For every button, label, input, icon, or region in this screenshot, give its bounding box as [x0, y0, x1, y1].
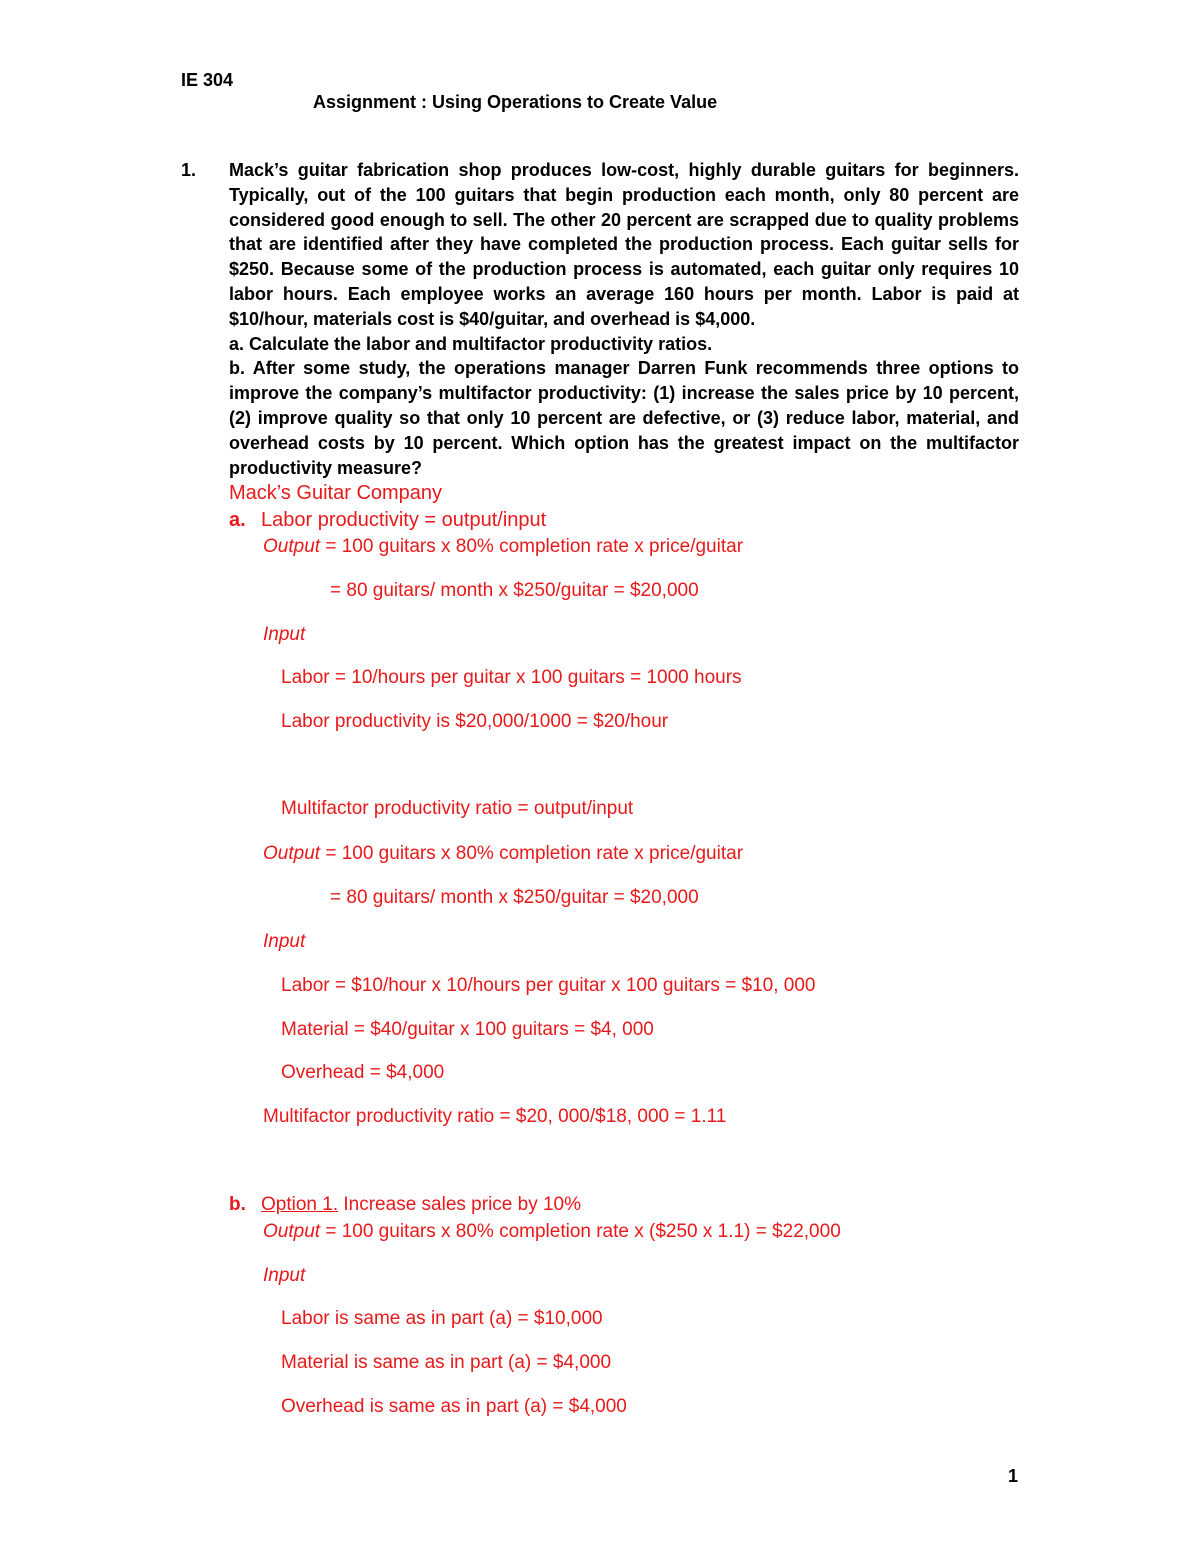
material-cost-line: Material = $40/guitar x 100 guitars = $4, 000 — [281, 1019, 654, 1040]
problem-part-a: a. Calculate the labor and multifactor productivity ratios. — [229, 333, 713, 354]
option-1-label: Option 1. — [261, 1194, 339, 1215]
overhead-same-line: Overhead is same as in part (a) = $4,000 — [281, 1396, 627, 1417]
part-b-letter: b. — [229, 1194, 246, 1215]
course-code: IE 304 — [181, 70, 234, 90]
multifactor-heading: Multifactor productivity ratio = output/input — [281, 798, 634, 819]
overhead-cost-line: Overhead = $4,000 — [281, 1062, 445, 1083]
output-equation-3: = 100 guitars x 80% completion rate x ($250 x 1.1) = $22,000 — [320, 1221, 841, 1242]
assignment-title: Assignment : Using Operations to Create Value — [313, 92, 718, 112]
labor-hours-line: Labor = 10/hours per guitar x 100 guitars = 1000 hours — [281, 667, 742, 688]
labor-same-line: Labor is same as in part (a) = $10,000 — [281, 1308, 603, 1329]
problem-number: 1. — [181, 160, 197, 180]
output-value-2: = 80 guitars/ month x $250/guitar = $20,000 — [330, 887, 699, 908]
option-1-text: Increase sales price by 10% — [338, 1194, 582, 1215]
labor-productivity-heading: Labor productivity = output/input — [261, 509, 547, 531]
input-label-3: Input — [263, 1265, 306, 1286]
problem-body: Mack’s guitar fabrication shop produces low-cost, highly durable guitars for beginners. Typically, out of the 100 guitars that begin production each month, only 80 percent are considered good enough to sell. The other 20 percent are scrapped due to quality problems that are identified after they have completed the production process. Each guitar sells for $250. Because some of the production process is automated, each guitar only requires 10 labor hours. Each employee works an average 160 hours per month. Labor is paid at $10/hour, materials cost is $40/guitar, and overhead is $4,000. — [229, 160, 1019, 329]
material-same-line: Material is same as in part (a) = $4,000 — [281, 1352, 612, 1373]
option-1-line — [261, 1194, 581, 1216]
output-label: Output — [263, 536, 321, 557]
page-number: 1 — [1008, 1466, 1019, 1486]
output-line-2 — [263, 843, 743, 865]
output-equation-2: = 100 guitars x 80% completion rate x price/guitar — [320, 843, 744, 864]
labor-cost-line: Labor = $10/hour x 10/hours per guitar x 100 guitars = $10, 000 — [281, 975, 816, 996]
input-label-2: Input — [263, 931, 306, 952]
output-line — [263, 536, 743, 558]
company-heading: Mack’s Guitar Company — [229, 482, 443, 504]
problem-statement — [229, 158, 1019, 480]
multifactor-result: Multifactor productivity ratio = $20, 000/$18, 000 = 1.11 — [263, 1106, 727, 1127]
output-equation: = 100 guitars x 80% completion rate x price/guitar — [320, 536, 744, 557]
output-label-3: Output — [263, 1221, 321, 1242]
problem-part-b: b. After some study, the operations manager Darren Funk recommends three options to improve the company’s multifactor productivity: (1) increase the sales price by 10 percent, (2) improve quality so that only 10 percent are defective, or (3) reduce labor, material, and overhead costs by 10 percent. Which option has the greatest impact on the multifactor productivity measure? — [229, 358, 1019, 478]
output-value: = 80 guitars/ month x $250/guitar = $20,000 — [330, 580, 699, 601]
part-a-letter: a. — [229, 509, 246, 531]
output-label-2: Output — [263, 843, 321, 864]
output-line-3 — [263, 1221, 841, 1243]
labor-productivity-result: Labor productivity is $20,000/1000 = $20/hour — [281, 711, 669, 732]
input-label: Input — [263, 624, 306, 645]
